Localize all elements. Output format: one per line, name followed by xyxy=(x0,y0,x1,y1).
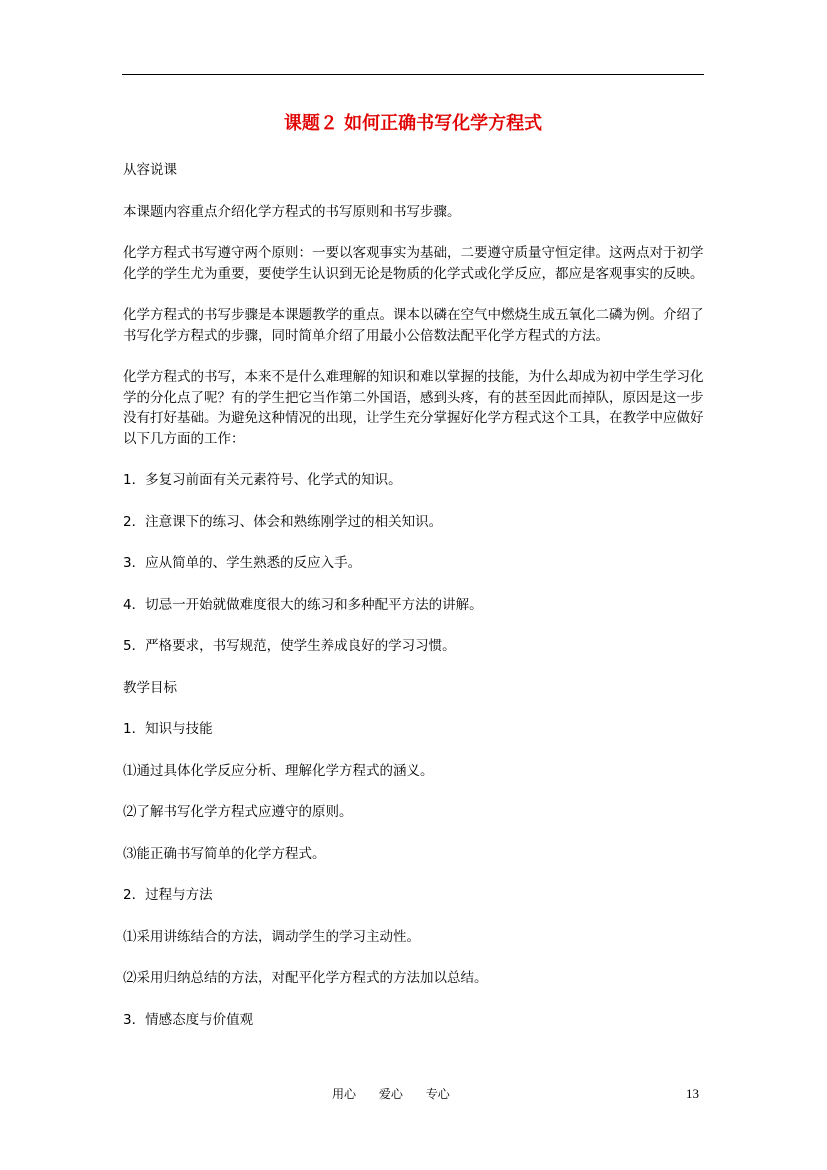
list-item: 4．切忌一开始就做难度很大的练习和多种配平方法的讲解。 xyxy=(123,596,483,613)
list-item: ⑴通过具体化学反应分析、理解化学方程式的涵义。 xyxy=(123,762,434,779)
list-item: 1．多复习前面有关元素符号、化学式的知识。 xyxy=(123,472,402,488)
list-item: ⑵了解书写化学方程式应遵守的原则。 xyxy=(123,804,353,820)
paragraph: 化学方程式书写遵守两个原则：一要以客观事实为基础，二要遵守质量守恒定律。这两点对于初学化学的学生尤为重要，要使学生认识到无论是物质的化学式或化学反应，都应是客观事实的反映。 xyxy=(123,245,704,282)
paragraph: 化学方程式的书写，本来不是什么难理解的知识和难以掌握的技能，为什么却成为初中学生学习化学的分化点了呢？有的学生把它当作第二外国语，感到头疼，有的甚至因此而掉队，原因是这一步没有打好基础。为避免这种情况的出现，让学生充分掌握好化学方程式这个工具，在教学中应做好以下几方面的工作： xyxy=(123,369,704,447)
header-rule xyxy=(122,74,704,75)
subheading: 1．知识与技能 xyxy=(123,721,213,737)
paragraph: 本课题内容重点介绍化学方程式的书写原则和书写步骤。 xyxy=(123,203,461,220)
list-item: ⑵采用归纳总结的方法，对配平化学方程式的方法加以总结。 xyxy=(123,970,488,986)
subheading: 3．情感态度与价值观 xyxy=(123,1011,254,1028)
subheading: 2．过程与方法 xyxy=(123,887,213,903)
document-body xyxy=(123,160,705,1051)
page-footer xyxy=(0,1084,827,1104)
paragraph: 化学方程式的书写步骤是本课题教学的重点。课本以磷在空气中燃烧生成五氧化二磷为例。介绍了书写化学方程式的步骤，同时简单介绍了用最小公倍数法配平化学方程式的方法。 xyxy=(123,307,704,344)
document-title: 课题２ 如何正确书写化学方程式 xyxy=(283,113,543,134)
footer-motto: 用心 爱心 专心 xyxy=(332,1087,450,1101)
list-item: ⑴采用讲练结合的方法，调动学生的学习主动性。 xyxy=(123,928,420,945)
list-item: 5．严格要求，书写规范，使学生养成良好的学习习惯。 xyxy=(123,638,456,654)
section-heading-intro: 从容说课 xyxy=(123,162,177,178)
list-item: 3．应从简单的、学生熟悉的反应入手。 xyxy=(123,555,362,571)
page-number: 13 xyxy=(686,1086,699,1101)
list-item: 2．注意课下的练习、体会和熟练刚学过的相关知识。 xyxy=(123,513,443,530)
section-heading-objectives: 教学目标 xyxy=(123,679,177,696)
list-item: ⑶能正确书写简单的化学方程式。 xyxy=(123,845,326,862)
